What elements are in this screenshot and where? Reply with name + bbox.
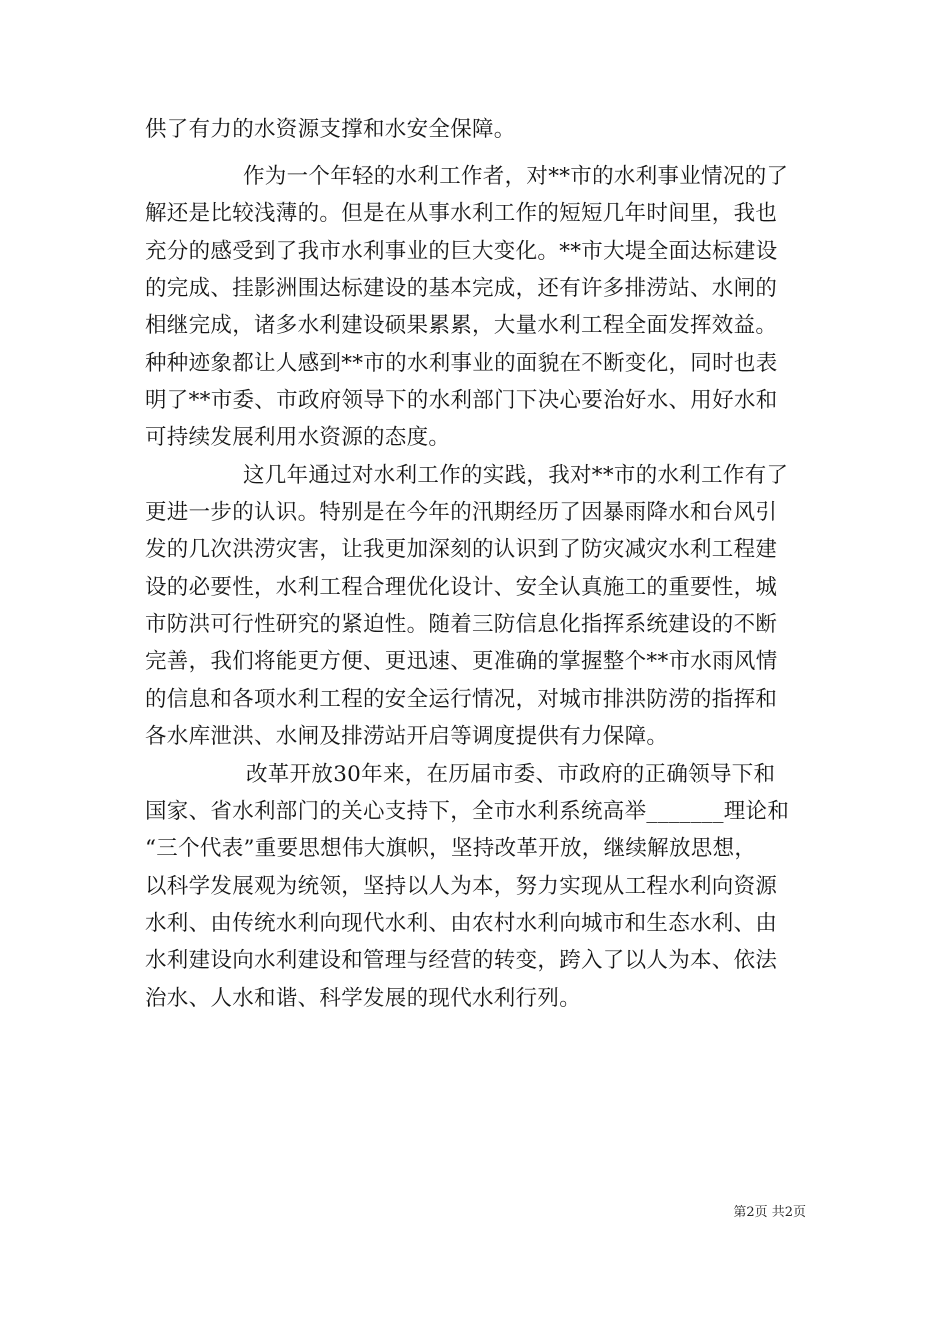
text-line: 充分的感受到了我市水利事业的巨大变化。**市大堤全面达标建设 (145, 239, 778, 264)
text-line: 发的几次洪涝灾害，让我更加深刻的认识到了防灾减灾水利工程建 (145, 537, 778, 562)
text-line: 明了**市委、市政府领导下的水利部门下决心要治好水、用好水和 (145, 388, 778, 413)
text-line: 更进一步的认识。特别是在今年的汛期经历了因暴雨降水和台风引 (145, 500, 778, 525)
text-line: 供了有力的水资源支撑和水安全保障。 (145, 117, 516, 142)
text-line: 水利建设向水利建设和管理与经营的转变，跨入了以人为本、依法 (145, 948, 778, 973)
paragraph-start-line: 改革开放30年来，在历届市委、市政府的正确领导下和 (246, 762, 776, 787)
text-line: 可持续发展利用水资源的态度。 (145, 425, 451, 450)
page-number: 第2页 共2页 (733, 1205, 806, 1220)
text-line: 水利、由传统水利向现代水利、由农村水利向城市和生态水利、由 (145, 911, 778, 936)
text-line: 市防洪可行性研究的紧迫性。随着三防信息化指挥系统建设的不断 (145, 612, 778, 637)
text-line: 各水库泄洪、水闸及排涝站开启等调度提供有力保障。 (145, 724, 669, 749)
text-line: 完善，我们将能更方便、更迅速、更准确的掌握整个**市水雨风情 (145, 649, 778, 674)
text-line: 国家、省水利部门的关心支持下，全市水利系统高举_______理论和 (145, 799, 790, 824)
text-line: 设的必要性，水利工程合理优化设计、安全认真施工的重要性，城 (145, 575, 778, 600)
text-line: 的信息和各项水利工程的安全运行情况，对城市排洪防涝的指挥和 (145, 687, 778, 712)
text-line: 的完成、挂影洲围达标建设的基本完成，还有许多排涝站、水闸的 (145, 276, 778, 301)
paragraph-start-line: 作为一个年轻的水利工作者，对**市的水利事业情况的了 (243, 164, 789, 189)
text-line: 解还是比较浅薄的。但是在从事水利工作的短短几年时间里，我也 (145, 201, 778, 226)
paragraph-start-line: 这几年通过对水利工作的实践，我对**市的水利工作有了 (243, 463, 789, 488)
text-line: 种种迹象都让人感到**市的水利事业的面貌在不断变化，同时也表 (145, 351, 778, 376)
text-line: “三个代表”重要思想伟大旗帜，坚持改革开放，继续解放思想， (145, 836, 757, 861)
text-line: 以科学发展观为统领，坚持以人为本，努力实现从工程水利向资源 (145, 874, 778, 899)
text-line: 相继完成，诸多水利建设硕果累累，大量水利工程全面发挥效益。 (145, 313, 778, 338)
text-line: 治水、人水和谐、科学发展的现代水利行列。 (145, 986, 582, 1011)
